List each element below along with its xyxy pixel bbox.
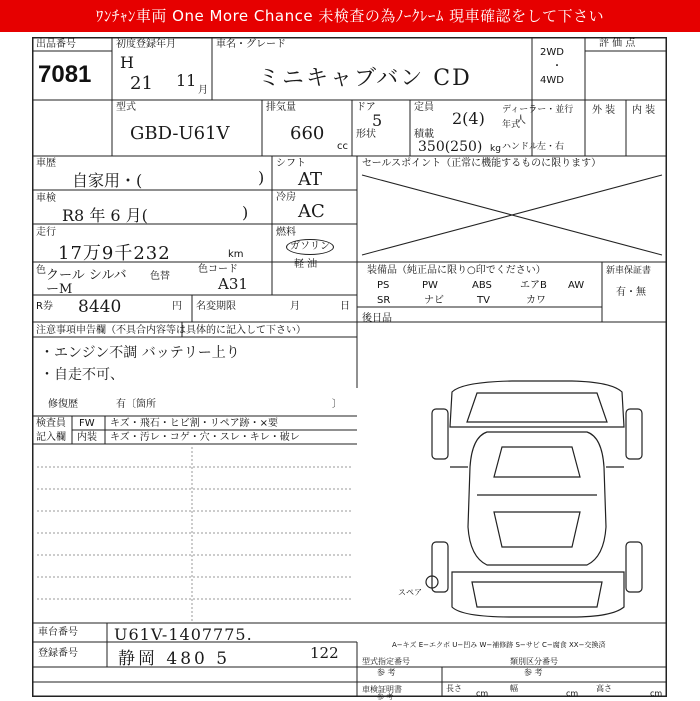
drive-4wd: 4WD <box>540 75 564 86</box>
height-unit: cm <box>650 689 663 698</box>
fuel-diesel: 軽 油 <box>294 259 318 270</box>
mileage-label: 走行 <box>36 227 56 238</box>
registration-extra: 122 <box>310 644 339 662</box>
notes-line1: ・エンジン不調 バッテリー上り <box>40 345 240 361</box>
lot-number: 7081 <box>38 61 92 88</box>
exterior-label: 外 装 <box>592 105 616 116</box>
equip-ps: PS <box>377 280 390 291</box>
new-car-label: 新車保証書 <box>606 266 652 276</box>
equip-airbag: エアB <box>520 280 547 291</box>
repair-label: 修復歴 <box>48 399 78 410</box>
recycle-value: 8440 <box>78 297 122 317</box>
model-label: 車名・グレード <box>216 39 286 50</box>
disp-value: 660 <box>290 123 325 144</box>
interior-label: 内 装 <box>632 105 656 116</box>
aircon-value: AC <box>298 201 325 222</box>
drive-2wd: 2WD <box>540 47 564 58</box>
inspector-fw-items: キズ・飛石・ヒビ割・リペア跡・×要 <box>110 418 278 429</box>
shaken-value: R8 年 6 月( <box>62 206 148 225</box>
name-change-label: 名変期限 <box>196 301 236 312</box>
inspector-in: 内装 <box>77 432 97 443</box>
registration-label: 登録番号 <box>38 648 78 659</box>
equip-sr: SR <box>377 295 391 306</box>
history-close: ) <box>258 168 265 187</box>
cert-type-ref: 参 考 <box>377 668 396 677</box>
length-unit: cm <box>476 689 489 698</box>
aircon-label: 冷房 <box>276 192 296 203</box>
shift-label: シフト <box>276 158 306 169</box>
equip-navi: ナビ <box>424 295 444 306</box>
recycle-label: R券 <box>36 301 53 312</box>
history-label: 車歴 <box>36 158 56 169</box>
capacity-unit: 人 <box>516 115 526 126</box>
load-value: 350(250) <box>418 139 483 155</box>
width-unit: cm <box>566 689 579 698</box>
name-change-month: 月 <box>290 301 300 312</box>
repair-value: 有〔箇所 <box>116 399 156 410</box>
auction-sheet <box>32 37 667 701</box>
repair-close: 〕 <box>332 399 342 410</box>
sheet-grid <box>32 37 667 697</box>
height-label: 高さ <box>596 684 612 693</box>
year-label: 年式 <box>502 120 521 130</box>
load-unit: kg <box>490 144 501 154</box>
history-value: 自家用・( <box>72 171 143 190</box>
color-change-label: 色替 <box>150 271 170 282</box>
mileage-value: 17万9千232 <box>58 243 171 264</box>
chassis-value: U61V-1407775. <box>114 625 253 644</box>
month-unit: 月 <box>198 85 208 96</box>
rear-seat-label: 後日品 <box>362 313 392 324</box>
capacity-value: 2(4) <box>452 109 485 128</box>
shaken-close: ) <box>242 203 249 222</box>
door-label: ドア <box>356 102 376 113</box>
type-label: 型式 <box>116 102 136 113</box>
registration-value: 静岡 480 5 <box>118 649 231 669</box>
drive-dot: ・ <box>552 61 562 72</box>
first-reg-era: H <box>120 53 134 72</box>
color-label: 色 <box>36 265 46 276</box>
width-label: 幅 <box>510 684 518 693</box>
class-type-label: 類別区分番号 <box>510 657 558 666</box>
mileage-unit: km <box>228 249 244 260</box>
length-label: 長さ <box>446 684 462 693</box>
equip-tv: TV <box>477 295 490 306</box>
equipment-label: 装備品（純正品に限り○印でください） <box>367 265 546 276</box>
fuel-label: 燃料 <box>276 227 296 238</box>
new-car-value: 有・無 <box>616 287 646 298</box>
cert-type-label: 型式指定番号 <box>362 657 410 666</box>
cert-ref-ref: 参 考 <box>377 693 394 701</box>
equip-aw: AW <box>568 280 585 291</box>
color-code-label: 色コード <box>198 264 238 275</box>
shaken-label: 車検 <box>36 193 56 204</box>
capacity-label: 定員 <box>414 102 434 113</box>
equip-leather: カワ <box>526 295 546 306</box>
inspector-fw: FW <box>79 418 95 429</box>
sales-point-label: セールスポイント（正常に機能するものに限ります） <box>362 158 602 169</box>
warning-banner: ﾜﾝﾁｬﾝ車両 One More Chance 未検査の為ﾉｰｸﾚｰﾑ 現車確認をして下さい <box>0 0 700 32</box>
equip-abs: ABS <box>472 280 492 291</box>
recycle-unit: 円 <box>172 301 182 312</box>
disp-unit: cc <box>337 141 348 152</box>
first-reg-label: 初度登録年月 <box>116 39 176 50</box>
load-label: 積載 <box>414 129 434 140</box>
first-reg-month: 11 <box>176 71 197 90</box>
shape-label: 形状 <box>356 129 376 140</box>
handle-value: 左・右 <box>537 142 565 152</box>
first-reg-year: 21 <box>130 73 153 94</box>
name-change-day: 日 <box>340 301 350 312</box>
chassis-label: 車台番号 <box>38 627 78 638</box>
fuel-gasoline: ガソリン <box>286 239 334 255</box>
inspector-in-items: キズ・汚レ・コゲ・穴・スレ・キレ・破レ <box>110 432 300 443</box>
disp-label: 排気量 <box>266 102 296 113</box>
equip-pw: PW <box>422 280 438 291</box>
handle-label: ハンドル <box>502 142 539 152</box>
dealer-label: ディーラー・並行 <box>502 105 574 115</box>
spare-label: スペア <box>398 588 422 597</box>
cert-ref-label: 車検証明書 <box>362 685 402 694</box>
inspector-label2: 記入欄 <box>36 432 66 443</box>
door-value: 5 <box>372 111 383 130</box>
shift-value: AT <box>298 169 323 190</box>
model-value: ミニキャブバン CD <box>258 66 472 91</box>
color-code-value: A31 <box>218 275 248 293</box>
notes-line2: ・自走不可、 <box>40 367 124 383</box>
score-label: 評 価 点 <box>599 38 636 49</box>
damage-legend: A−キズ E−エクボ U−凹み W−補修跡 S−サビ C−腐食 XX−交換済 <box>392 641 606 649</box>
notes-label: 注意事項申告欄（不具合内容等は具体的に記入して下さい） <box>36 325 306 336</box>
type-value: GBD-U61V <box>130 123 230 144</box>
inspector-label1: 検査員 <box>36 418 66 429</box>
lot-label: 出品番号 <box>36 39 76 50</box>
color-value: クール シルバーM <box>46 268 127 297</box>
class-type-ref: 参 考 <box>524 668 543 677</box>
